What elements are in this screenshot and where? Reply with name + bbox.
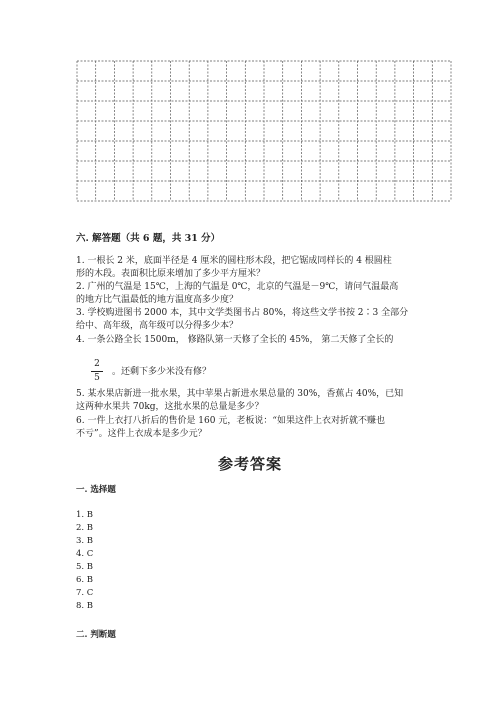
question-5-line-2: 这两种水果共 70kg，这批水果的总量是多少？ (76, 402, 264, 412)
answer-item: 8. B (76, 601, 94, 611)
answer-key-title: 参考答案 (217, 455, 282, 473)
section-six-title: 六. 解答题（共 6 题，共 31 分） (76, 233, 221, 244)
grid-lines (76, 60, 452, 202)
question-3-line-2: 给中、高年级，高年级可以分得多少本？ (76, 321, 239, 331)
question-4-fraction (90, 359, 104, 384)
question-6-line-1: 6. 一件上衣打八折后的售价是 160 元，老板说：“如果这件上衣对折就不赚也 (76, 416, 385, 426)
answer-item: 7. C (76, 588, 94, 598)
question-1-line-2: 形的木段。表面积比原来增加了多少平方厘米？ (76, 269, 266, 279)
fraction-bar (91, 371, 103, 372)
question-2-line-2: 的地方比气温最低的地方温度高多少度？ (76, 295, 239, 305)
graph-paper-grid (76, 60, 452, 202)
answer-section-one-title: 一. 选择题 (76, 485, 116, 495)
answer-item: 2. B (76, 523, 94, 533)
question-5-line-1: 5. 某水果店新进一批水果，其中苹果占新进水果总量的 30%，香蕉占 40%，已知 (76, 389, 404, 399)
question-3-line-1: 3. 学校购进图书 2000 本，其中文学类图书占 80%，将这些文学书按 2∶3 全部分 (76, 308, 409, 318)
answer-item: 6. B (76, 575, 94, 585)
question-4-line-2: 。还剩下多少米没有修？ (112, 367, 212, 377)
answer-item: 4. C (76, 549, 94, 559)
answer-item: 5. B (76, 562, 94, 572)
question-2-line-1: 2. 广州的气温是 15℃，上海的气温是 0℃，北京的气温是－9℃，请问气温最高 (76, 282, 399, 292)
fraction-numerator: 2 (94, 359, 100, 369)
question-4-line-1: 4. 一条公路全长 1500m， 修路队第一天修了全长的 45%， 第二天修了全长的 (76, 335, 394, 345)
answer-item: 3. B (76, 536, 94, 546)
answer-section-two-title: 二. 判断题 (76, 630, 116, 640)
fraction-denominator: 5 (94, 373, 100, 383)
answer-item: 1. B (76, 510, 94, 520)
question-6-line-2: 不亏”。这件上衣成本是多少元？ (76, 429, 207, 439)
question-1-line-1: 1. 一根长 2 米，底面半径是 4 厘米的圆柱形木段，把它锯成同样长的 4 根圆柱 (76, 256, 392, 266)
